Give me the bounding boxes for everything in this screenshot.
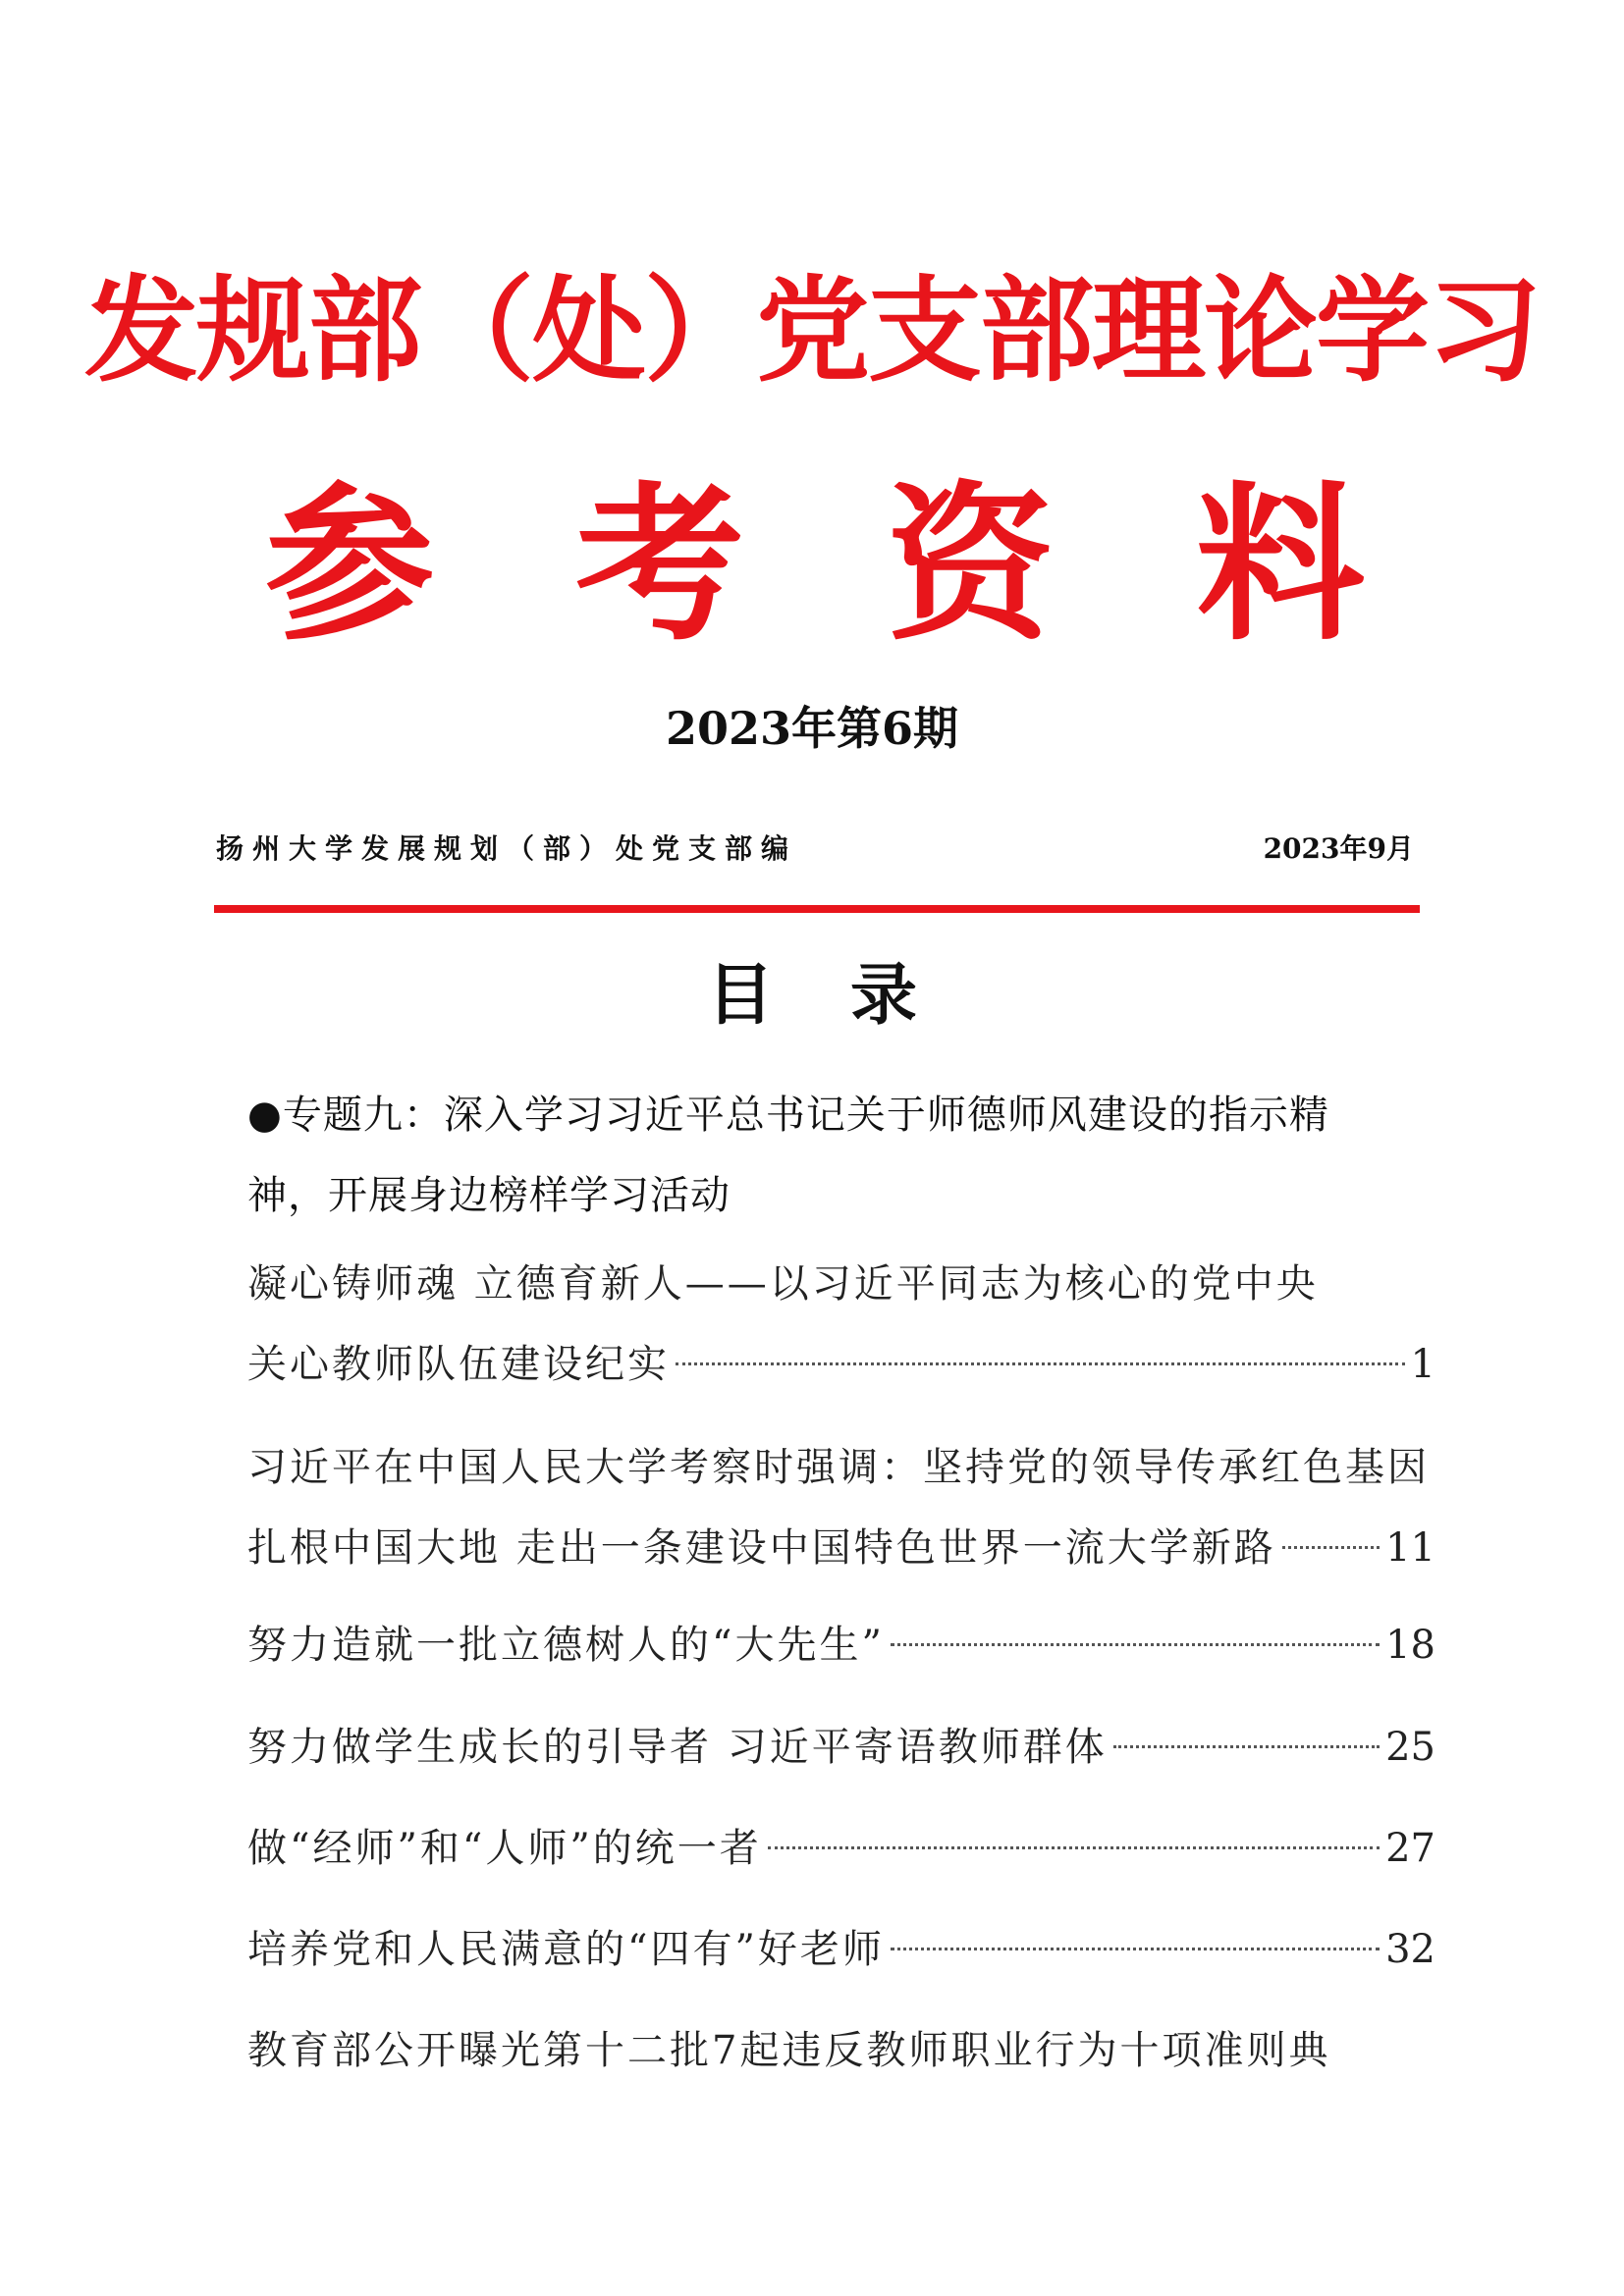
toc-entry-title: 关心教师队伍建设纪实 bbox=[247, 1342, 670, 1387]
toc-dot-leader bbox=[891, 1643, 1380, 1646]
toc-dot-leader bbox=[768, 1846, 1380, 1849]
masthead-subtitle-char: 考 bbox=[575, 464, 744, 664]
masthead-title: 发规部（处）党支部理论学习 bbox=[84, 265, 1540, 398]
editor-credit: 扬州大学发展规划（部）处党支部编 bbox=[216, 832, 798, 865]
toc-dot-leader bbox=[1282, 1546, 1380, 1549]
toc-heading: 目录 bbox=[706, 957, 994, 1035]
toc-entry-line bbox=[247, 1509, 1435, 1587]
toc-page-number: 11 bbox=[1385, 1525, 1435, 1571]
toc-entry-line bbox=[247, 1910, 1435, 1989]
toc-entry[interactable] bbox=[247, 1809, 1435, 1888]
publication-date: 2023年9月 bbox=[1263, 832, 1414, 865]
toc-page-number: 18 bbox=[1385, 1623, 1435, 1668]
toc-page-number: 27 bbox=[1385, 1826, 1435, 1871]
toc-topic: ●专题九：深入学习习近平总书记关于师德师风建设的指示精神，开展身边榜样学习活动 bbox=[247, 1093, 1329, 1218]
toc-page-number: 25 bbox=[1385, 1725, 1435, 1770]
toc-entry-line bbox=[247, 1245, 1435, 1325]
toc-dot-leader bbox=[891, 1948, 1380, 1950]
toc-entry-line bbox=[247, 1809, 1435, 1888]
toc-entry[interactable] bbox=[247, 1910, 1435, 1989]
toc-entry-title: 努力造就一批立德树人的“大先生” bbox=[247, 1623, 885, 1668]
toc-entry-line bbox=[247, 1428, 1435, 1509]
toc-entry-title: 努力做学生成长的引导者 习近平寄语教师群体 bbox=[247, 1725, 1108, 1770]
masthead-subtitle-char: 参 bbox=[265, 464, 434, 664]
toc-entry-line bbox=[247, 2011, 1435, 2090]
toc-page-number: 1 bbox=[1410, 1342, 1435, 1387]
issue-number: 2023年第6期 bbox=[665, 702, 959, 755]
toc-entry[interactable] bbox=[247, 1428, 1435, 1587]
toc-entry[interactable] bbox=[247, 1245, 1435, 1404]
toc-entry-title: 做“经师”和“人师”的统一者 bbox=[247, 1826, 762, 1871]
toc-entry[interactable] bbox=[247, 1606, 1435, 1684]
meta-row bbox=[216, 829, 1414, 869]
toc-entry[interactable] bbox=[247, 2011, 1435, 2090]
toc-entry-title: 培养党和人民满意的“四有”好老师 bbox=[247, 1927, 885, 1972]
toc-entry-line bbox=[247, 1708, 1435, 1787]
toc-entry-line bbox=[247, 1325, 1435, 1404]
toc-entry-title: 习近平在中国人民大学考察时强调：坚持党的领导传承红色基因 bbox=[247, 1445, 1430, 1490]
toc-dot-leader bbox=[676, 1362, 1405, 1365]
toc-entry[interactable] bbox=[247, 1708, 1435, 1787]
masthead-subtitle-char: 料 bbox=[1196, 464, 1365, 664]
toc-entry-title: 教育部公开曝光第十二批7起违反教师职业行为十项准则典 bbox=[247, 2028, 1331, 2073]
toc-entry-title: 凝心铸师魂 立德育新人——以习近平同志为核心的党中央 bbox=[247, 1261, 1319, 1307]
masthead-subtitle bbox=[265, 464, 1365, 664]
toc-page-number: 32 bbox=[1385, 1927, 1435, 1972]
toc-entry-title: 扎根中国大地 走出一条建设中国特色世界一流大学新路 bbox=[247, 1525, 1276, 1571]
red-divider bbox=[214, 905, 1420, 913]
toc-entry-line bbox=[247, 1606, 1435, 1684]
masthead-subtitle-char: 资 bbox=[886, 464, 1055, 664]
toc-dot-leader bbox=[1113, 1745, 1380, 1748]
